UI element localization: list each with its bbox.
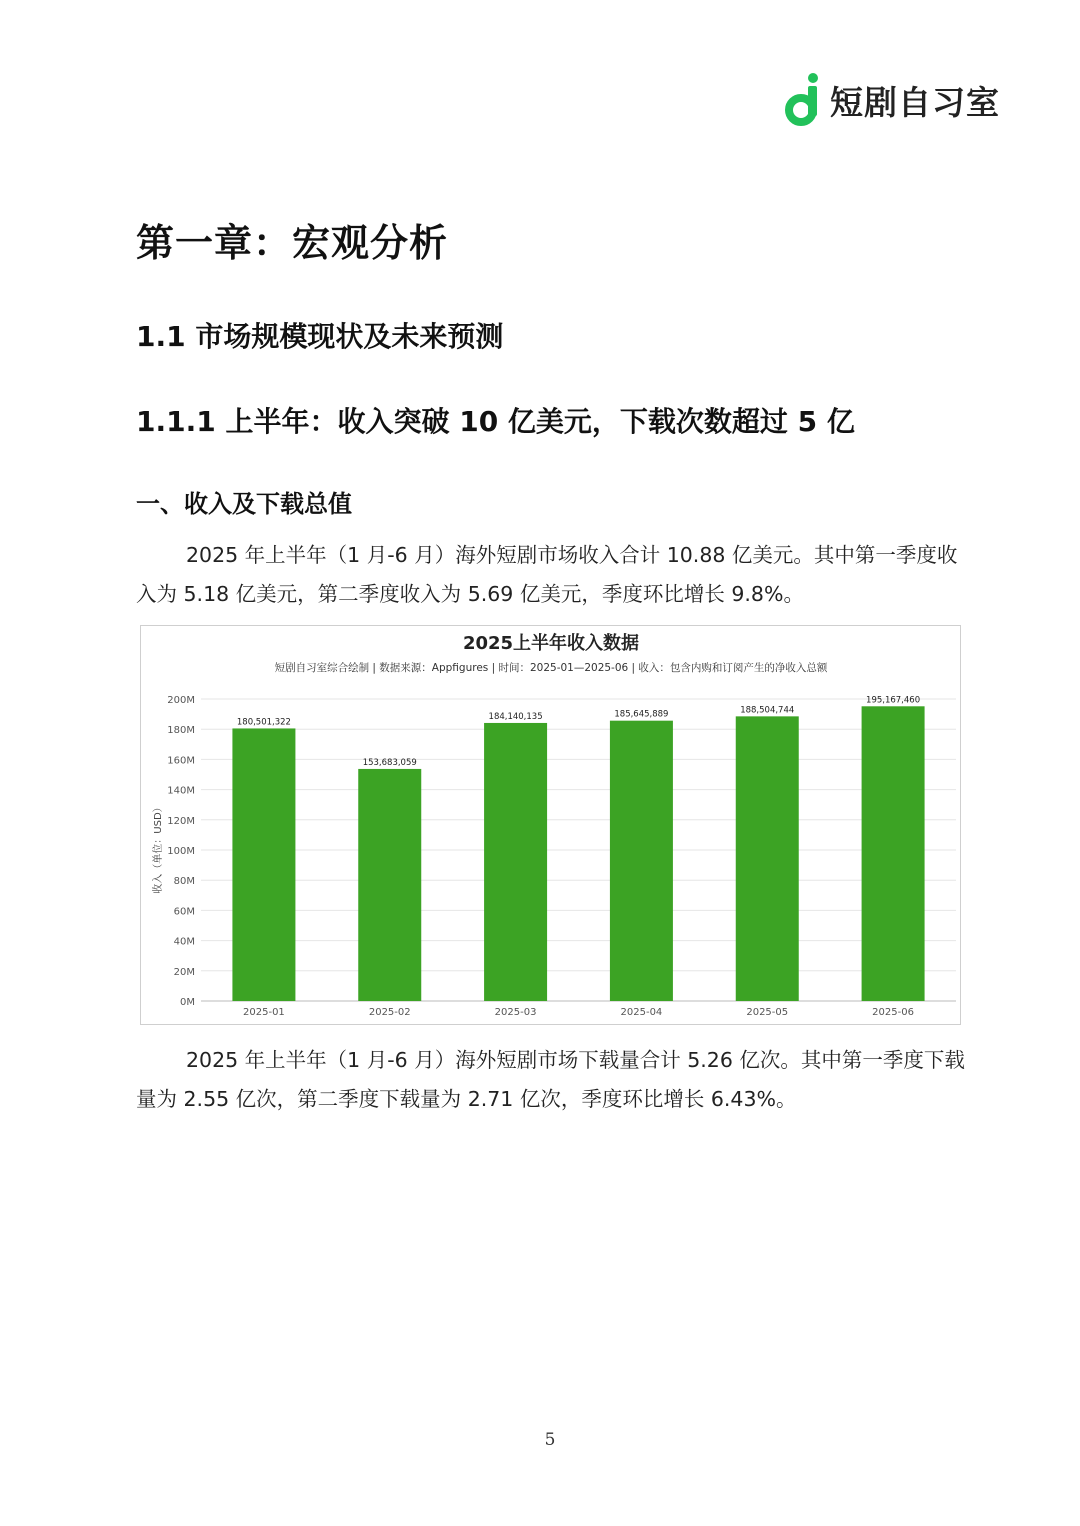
bar-value-label: 195,167,460	[866, 695, 921, 706]
brand-logo	[784, 72, 1000, 128]
brand-logo-text: 短剧自习室	[830, 82, 1000, 122]
bar-value-label: 180,501,322	[236, 717, 291, 728]
revenue-chart-svg	[141, 626, 962, 1026]
y-tick-label: 100M	[167, 846, 195, 857]
y-tick-label: 20M	[173, 966, 195, 978]
bar	[862, 706, 925, 1001]
y-tick-label: 180M	[167, 725, 195, 737]
bar-value-label: 185,645,889	[614, 709, 669, 720]
grid-layer	[201, 699, 956, 1001]
revenue-paragraph: 2025 年上半年（1 月-6 月）海外短剧市场收入合计 10.88 亿美元。其中第一季度收入为 5.18 亿美元，第二季度收入为 5.69 亿美元，季度环比增长 9.8%。	[136, 543, 958, 606]
chapter-title: 第一章：宏观分析	[136, 221, 449, 265]
subsection-title: 1.1.1 上半年：收入突破 10 亿美元，下载次数超过 5 亿	[136, 405, 855, 438]
y-tick-label: 140M	[167, 785, 195, 797]
bar	[232, 728, 295, 1001]
x-tick-label: 2025-06	[872, 1007, 914, 1018]
x-tick-label: 2025-01	[243, 1007, 285, 1018]
bar-value-label: 188,504,744	[740, 705, 795, 716]
part-title: 一、收入及下载总值	[136, 490, 352, 518]
y-tick-label: 160M	[167, 755, 195, 767]
x-tick-label: 2025-03	[494, 1007, 537, 1018]
y-tick-label: 0M	[180, 997, 195, 1008]
bar-layer	[232, 706, 924, 1001]
x-tick-label: 2025-02	[368, 1007, 411, 1018]
brand-logo-icon	[784, 72, 824, 128]
page-number: 5	[544, 1430, 556, 1450]
y-tick-label: 120M	[167, 815, 195, 827]
chart-subtitle: 短剧自习室综合绘制 | 数据来源：Appfigures | 时间：2025-01—2025-06 | 收入：包含内购和订阅产生的净收入总额	[274, 662, 828, 674]
downloads-paragraph: 2025 年上半年（1 月-6 月）海外短剧市场下载量合计 5.26 亿次。其中第一季度下载量为 2.55 亿次，第二季度下载量为 2.71 亿次，季度环比增长 6.43%。	[136, 1048, 965, 1111]
bar-value-label: 153,683,059	[362, 757, 417, 768]
y-tick-label: 200M	[167, 695, 195, 706]
y-tick-label: 80M	[173, 876, 195, 888]
bar	[610, 721, 673, 1001]
bar	[358, 769, 421, 1001]
y-tick-label: 60M	[173, 906, 195, 918]
y-axis-label: 收入（单位：USD）	[153, 802, 164, 894]
x-tick-label: 2025-05	[746, 1007, 789, 1018]
section-title: 1.1 市场规模现状及未来预测	[136, 320, 504, 353]
chart-title: 2025上半年收入数据	[462, 633, 640, 654]
bar	[484, 723, 547, 1001]
y-tick-label: 40M	[173, 936, 195, 948]
bar-value-label: 184,140,135	[488, 711, 543, 722]
x-tick-label: 2025-04	[620, 1007, 663, 1018]
revenue-chart	[140, 625, 961, 1025]
bar	[736, 716, 799, 1001]
